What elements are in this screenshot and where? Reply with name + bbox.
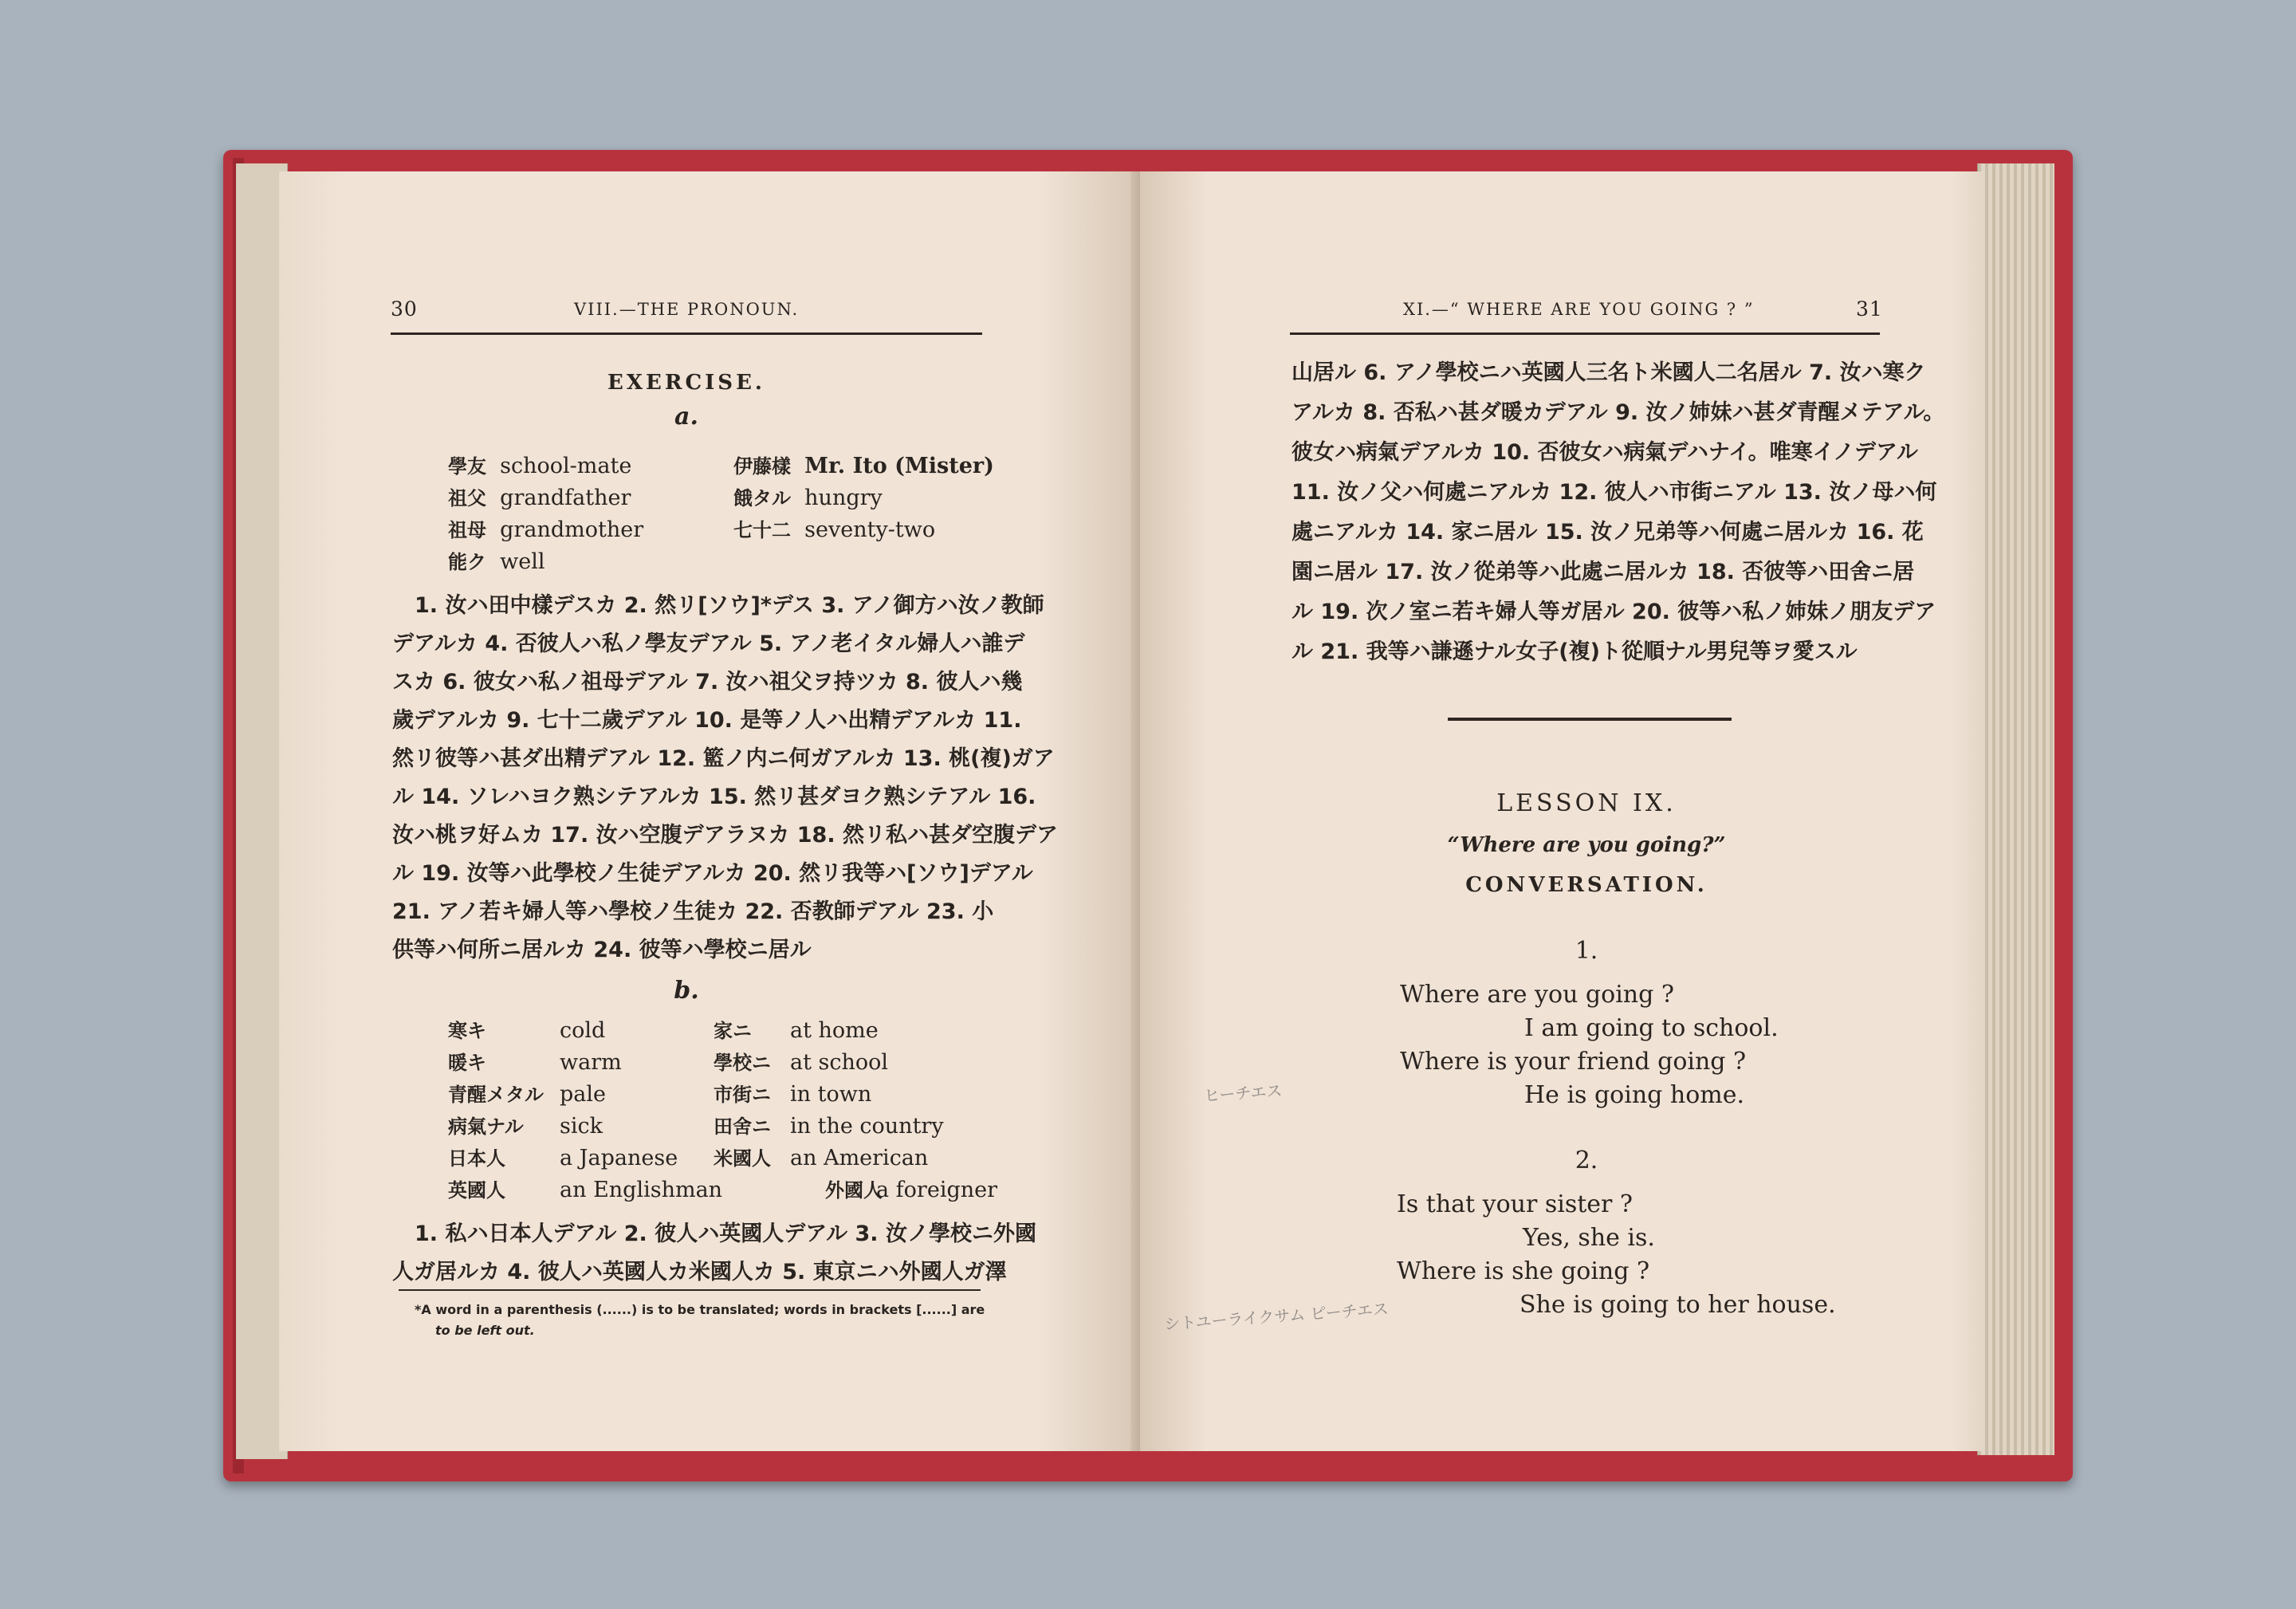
section-a-label: a.	[674, 403, 698, 431]
conversation-line: Where are you going ?	[1400, 981, 1674, 1009]
exercise-line: スカ 6. 彼女ハ私ノ祖母デアル 7. 汝ハ祖父ヲ持ツカ 8. 彼人ハ幾	[392, 670, 1023, 694]
conversation-line: Yes, she is.	[1523, 1224, 1655, 1252]
left-page	[279, 171, 1140, 1451]
footnote-continued: to be left out.	[435, 1323, 535, 1338]
lesson-subtitle: “Where are you going?”	[1447, 833, 1726, 857]
conversation-line: I am going to school.	[1524, 1014, 1779, 1042]
exercise-line: ル 19. 汝等ハ此學校ノ生徒デアルカ 20. 然リ我等ハ[ソウ]デアル	[392, 861, 1033, 886]
exercise-line: 人ガ居ルカ 4. 彼人ハ英國人カ米國人カ 5. 東京ニハ外國人ガ澤	[392, 1260, 1007, 1284]
exercise-line: 山居ル 6. アノ學校ニハ英國人三名ト米國人二名居ル 7. 汝ハ寒ク	[1292, 360, 1926, 385]
page-number: 31	[1856, 297, 1883, 321]
pencil-note: シトユーライクサム ピーチエス	[1163, 1299, 1390, 1334]
vocab-item: 米國人 an American	[714, 1146, 929, 1170]
conversation-label: CONVERSATION.	[1465, 873, 1708, 897]
part-number: 2.	[1575, 1147, 1598, 1174]
conversation-line: He is going home.	[1524, 1081, 1745, 1109]
vocab-item: 病氣ナル sick	[448, 1114, 603, 1139]
vocab-item: 祖母 grandmother	[448, 517, 644, 542]
conversation-line: Is that your sister ?	[1397, 1190, 1634, 1218]
page-number: 30	[391, 297, 418, 321]
vocab-item: 伊藤樣 Mr. Ito (Mister)	[733, 454, 994, 478]
exercise-line: 彼女ハ病氣デアルカ 10. 否彼女ハ病氣デハナイ。唯寒イノデアル	[1292, 440, 1918, 465]
vocab-item: 寒キ cold	[448, 1018, 606, 1043]
section-divider	[1448, 718, 1732, 721]
vocab-item: 學友 school-mate	[448, 454, 632, 478]
vocab-item: 英國人 an Englishman	[448, 1178, 723, 1202]
pencil-note: ヒーチエス	[1203, 1080, 1284, 1106]
exercise-line: 歲デアルカ 9. 七十二歲デアル 10. 是等ノ人ハ出精デアルカ 11.	[392, 708, 1022, 733]
exercise-line: アルカ 8. 否私ハ甚ダ暖カデアル 9. 汝ノ姉妹ハ甚ダ青醒メテアル。	[1292, 400, 1945, 425]
vocab-item: 青醒メタル pale	[448, 1082, 606, 1107]
exercise-line: 11. 汝ノ父ハ何處ニアルカ 12. 彼人ハ市街ニアル 13. 汝ノ母ハ何	[1292, 480, 1937, 505]
header-rule	[1290, 332, 1880, 335]
header-rule	[391, 332, 982, 335]
vocab-item: 暖キ warm	[448, 1050, 622, 1075]
exercise-line: 然リ彼等ハ甚ダ出精デアル 12. 籃ノ内ニ何ガアルカ 13. 桃(複)ガア	[392, 746, 1055, 771]
vocab-item: 外國人a foreigner	[825, 1178, 998, 1202]
exercise-line: 處ニアルカ 14. 家ニ居ル 15. 汝ノ兄弟等ハ何處ニ居ルカ 16. 花	[1292, 520, 1924, 545]
conversation-line: She is going to her house.	[1520, 1291, 1836, 1319]
exercise-line: ル 14. ソレハヨク熟シテアルカ 15. 然リ甚ダヨク熟シテアル 16.	[392, 785, 1036, 809]
footnote-rule	[399, 1289, 981, 1291]
vocab-item: 家ニ at home	[714, 1018, 879, 1043]
vocab-item: 田舍ニ in the country	[714, 1114, 944, 1139]
running-head: XI.—“ WHERE ARE YOU GOING ? ”	[1403, 300, 1755, 319]
exercise-line: 21. アノ若キ婦人等ハ學校ノ生徒カ 22. 否教師デアル 23. 小	[392, 899, 994, 924]
exercise-line: 供等ハ何所ニ居ルカ 24. 彼等ハ學校ニ居ル	[392, 938, 812, 962]
exercise-title: EXERCISE.	[607, 371, 765, 395]
lesson-title: LESSON IX.	[1496, 789, 1677, 817]
section-b-label: b.	[674, 977, 699, 1005]
part-number: 1.	[1575, 937, 1598, 965]
exercise-line: 園ニ居ル 17. 汝ノ從弟等ハ此處ニ居ルカ 18. 否彼等ハ田舍ニ居	[1292, 560, 1915, 584]
vocab-item: 能ク well	[448, 549, 545, 574]
right-page	[1140, 171, 1985, 1451]
vocab-item: 市街ニ in town	[714, 1082, 872, 1107]
vocab-item: 日本人 a Japanese	[448, 1146, 678, 1170]
footnote: *A word in a parenthesis (......) is to be translated; words in brackets [......] are	[415, 1302, 985, 1317]
vocab-item: 七十二 seventy-two	[733, 517, 936, 542]
vocab-item: 學校ニ at school	[714, 1050, 889, 1075]
exercise-line: ル 19. 次ノ室ニ若キ婦人等ガ居ル 20. 彼等ハ私ノ姉妹ノ朋友デア	[1292, 600, 1936, 624]
conversation-line: Where is your friend going ?	[1400, 1048, 1747, 1076]
running-head: VIII.—THE PRONOUN.	[574, 300, 800, 319]
exercise-line: デアルカ 4. 否彼人ハ私ノ學友デアル 5. アノ老イタル婦人ハ誰デ	[392, 631, 1025, 656]
vocab-item: 餓タル hungry	[733, 486, 883, 510]
exercise-line: 1. 汝ハ田中樣デスカ 2. 然リ[ソウ]*デス 3. アノ御方ハ汝ノ教師	[415, 593, 1044, 618]
exercise-line: ル 21. 我等ハ謙遜ナル女子(複)ト從順ナル男兒等ヲ愛スル	[1292, 639, 1858, 664]
vocab-item: 祖父 grandfather	[448, 486, 631, 510]
conversation-line: Where is she going ?	[1397, 1257, 1650, 1285]
exercise-line: 汝ハ桃ヲ好ムカ 17. 汝ハ空腹デアラヌカ 18. 然リ私ハ甚ダ空腹デア	[392, 823, 1058, 848]
right-page-stack	[1977, 163, 2054, 1455]
exercise-line: 1. 私ハ日本人デアル 2. 彼人ハ英國人デアル 3. 汝ノ學校ニ外國	[415, 1222, 1036, 1246]
